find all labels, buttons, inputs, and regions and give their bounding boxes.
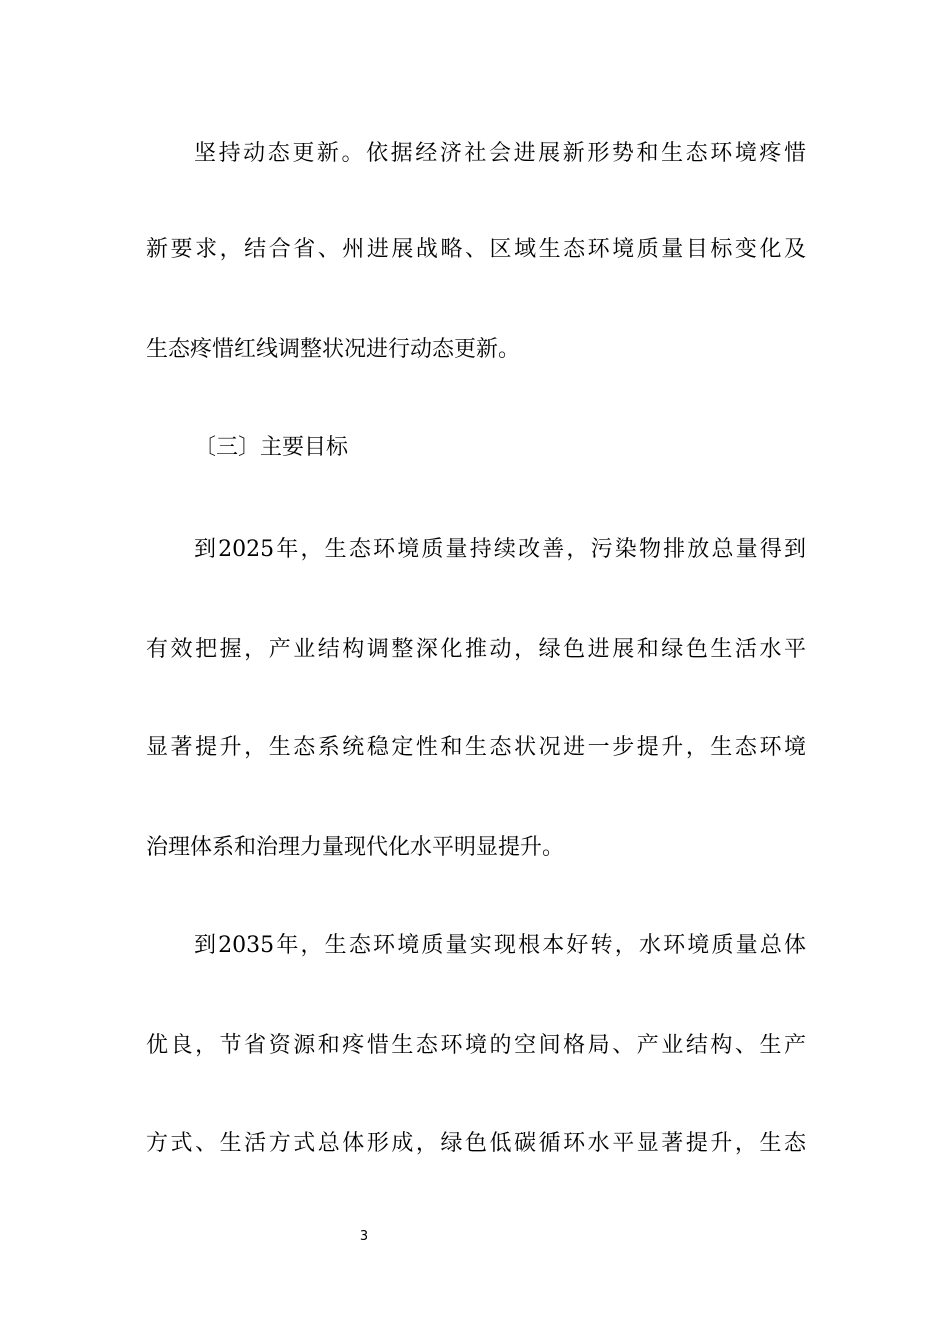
paragraph-line-5: 到2025年，生态环境质量持续改善，污染物排放总量得到	[194, 537, 806, 562]
paragraph-line-9: 到2035年，生态环境质量实现根本好转，水环境质量总体	[194, 933, 806, 958]
paragraph-line-2: 新要求，结合省、州进展战略、区域生态环境质量目标变化及	[146, 237, 806, 262]
paragraph-line-3: 生态疼惜红线调整状况进行动态更新。	[146, 337, 521, 362]
paragraph-line-6: 有效把握，产业结构调整深化推动，绿色进展和绿色生活水平	[146, 637, 806, 662]
paragraph-line-1: 坚持动态更新。依据经济社会进展新形势和生态环境疼惜	[194, 141, 806, 166]
paragraph-line-10: 优良，节省资源和疼惜生态环境的空间格局、产业结构、生产	[146, 1033, 806, 1058]
page-number: 3	[359, 1229, 369, 1244]
section-heading: 〔三〕主要目标	[194, 435, 349, 460]
paragraph-line-11: 方式、生活方式总体形成，绿色低碳循环水平显著提升，生态	[146, 1131, 806, 1156]
paragraph-line-8: 治理体系和治理力量现代化水平明显提升。	[146, 835, 565, 860]
paragraph-line-7: 显著提升，生态系统稳定性和生态状况进一步提升，生态环境	[146, 735, 806, 760]
